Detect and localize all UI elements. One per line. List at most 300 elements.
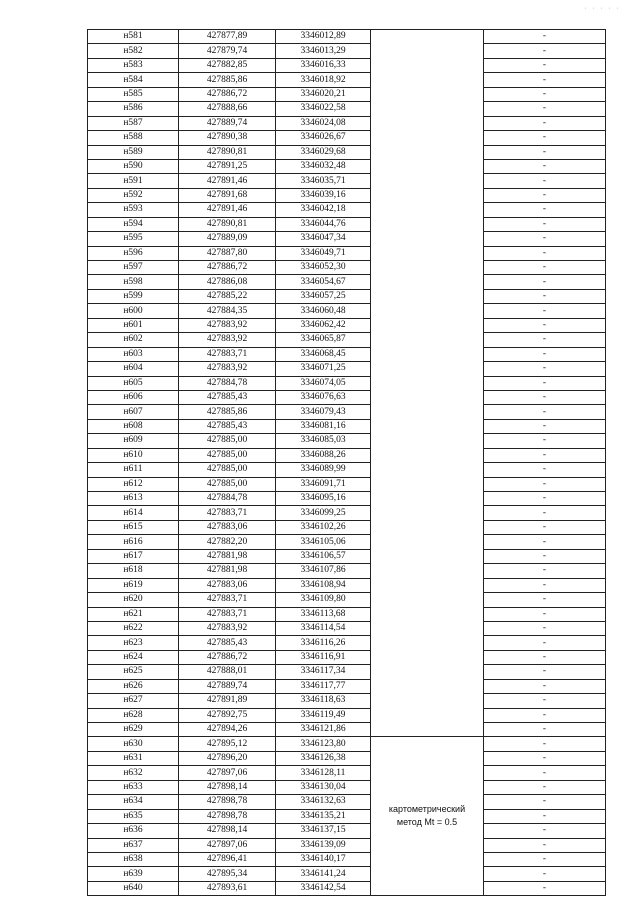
x-coordinate-cell: 427885,00 xyxy=(179,477,276,491)
x-coordinate-cell: 427883,71 xyxy=(179,347,276,361)
x-coordinate-cell: 427885,43 xyxy=(179,419,276,433)
x-coordinate-cell: 427894,26 xyxy=(179,723,276,737)
table-row xyxy=(88,44,606,58)
y-coordinate-cell: 3346116,26 xyxy=(276,636,371,650)
y-coordinate-cell: 3346013,29 xyxy=(276,44,371,58)
y-coordinate-cell: 3346116,91 xyxy=(276,650,371,664)
dash-cell: - xyxy=(484,838,606,852)
dash-cell: - xyxy=(484,30,606,44)
y-coordinate-cell: 3346119,49 xyxy=(276,708,371,722)
x-coordinate-cell: 427888,66 xyxy=(179,102,276,116)
point-id-cell: н619 xyxy=(88,578,179,592)
dash-cell: - xyxy=(484,87,606,101)
point-id-cell: н615 xyxy=(88,520,179,534)
table-row xyxy=(88,564,606,578)
table-row xyxy=(88,578,606,592)
point-id-cell: н587 xyxy=(88,116,179,130)
y-coordinate-cell: 3346132,63 xyxy=(276,795,371,809)
x-coordinate-cell: 427888,01 xyxy=(179,665,276,679)
table-row xyxy=(88,708,606,722)
x-coordinate-cell: 427890,81 xyxy=(179,217,276,231)
dash-cell: - xyxy=(484,448,606,462)
point-id-cell: н606 xyxy=(88,390,179,404)
point-id-cell: н602 xyxy=(88,333,179,347)
dash-cell: - xyxy=(484,809,606,823)
y-coordinate-cell: 3346117,77 xyxy=(276,679,371,693)
x-coordinate-cell: 427891,68 xyxy=(179,188,276,202)
point-id-cell: н623 xyxy=(88,636,179,650)
x-coordinate-cell: 427895,12 xyxy=(179,737,276,751)
dash-cell: - xyxy=(484,376,606,390)
x-coordinate-cell: 427885,43 xyxy=(179,636,276,650)
point-id-cell: н603 xyxy=(88,347,179,361)
y-coordinate-cell: 3346113,68 xyxy=(276,607,371,621)
point-id-cell: н596 xyxy=(88,246,179,260)
x-coordinate-cell: 427877,89 xyxy=(179,30,276,44)
x-coordinate-cell: 427882,20 xyxy=(179,535,276,549)
dash-cell: - xyxy=(484,304,606,318)
table-row xyxy=(88,362,606,376)
x-coordinate-cell: 427886,72 xyxy=(179,87,276,101)
table-row xyxy=(88,102,606,116)
dash-cell: - xyxy=(484,116,606,130)
x-coordinate-cell: 427883,92 xyxy=(179,318,276,332)
dash-cell: - xyxy=(484,44,606,58)
point-id-cell: н601 xyxy=(88,318,179,332)
table-row xyxy=(88,174,606,188)
y-coordinate-cell: 3346022,58 xyxy=(276,102,371,116)
point-id-cell: н612 xyxy=(88,477,179,491)
dash-cell: - xyxy=(484,261,606,275)
point-id-cell: н595 xyxy=(88,232,179,246)
table-row xyxy=(88,838,606,852)
y-coordinate-cell: 3346035,71 xyxy=(276,174,371,188)
y-coordinate-cell: 3346047,34 xyxy=(276,232,371,246)
point-id-cell: н616 xyxy=(88,535,179,549)
point-id-cell: н639 xyxy=(88,867,179,881)
x-coordinate-cell: 427884,35 xyxy=(179,304,276,318)
x-coordinate-cell: 427890,38 xyxy=(179,131,276,145)
table-row xyxy=(88,131,606,145)
table-row xyxy=(88,780,606,794)
y-coordinate-cell: 3346140,17 xyxy=(276,852,371,866)
y-coordinate-cell: 3346095,16 xyxy=(276,492,371,506)
table-row xyxy=(88,751,606,765)
point-id-cell: н584 xyxy=(88,73,179,87)
point-id-cell: н633 xyxy=(88,780,179,794)
point-id-cell: н590 xyxy=(88,159,179,173)
x-coordinate-cell: 427885,22 xyxy=(179,289,276,303)
dash-cell: - xyxy=(484,246,606,260)
point-id-cell: н620 xyxy=(88,593,179,607)
dash-cell: - xyxy=(484,477,606,491)
x-coordinate-cell: 427890,81 xyxy=(179,145,276,159)
point-id-cell: н613 xyxy=(88,492,179,506)
y-coordinate-cell: 3346081,16 xyxy=(276,419,371,433)
point-id-cell: н591 xyxy=(88,174,179,188)
dash-cell: - xyxy=(484,333,606,347)
dash-cell: - xyxy=(484,347,606,361)
point-id-cell: н607 xyxy=(88,405,179,419)
x-coordinate-cell: 427883,92 xyxy=(179,621,276,635)
table-row xyxy=(88,376,606,390)
table-row xyxy=(88,549,606,563)
point-id-cell: н608 xyxy=(88,419,179,433)
x-coordinate-cell: 427883,06 xyxy=(179,578,276,592)
x-coordinate-cell: 427889,74 xyxy=(179,679,276,693)
x-coordinate-cell: 427886,72 xyxy=(179,650,276,664)
dash-cell: - xyxy=(484,636,606,650)
y-coordinate-cell: 3346128,11 xyxy=(276,766,371,780)
point-id-cell: н598 xyxy=(88,275,179,289)
x-coordinate-cell: 427884,78 xyxy=(179,376,276,390)
x-coordinate-cell: 427883,71 xyxy=(179,506,276,520)
y-coordinate-cell: 3346044,76 xyxy=(276,217,371,231)
dash-cell: - xyxy=(484,578,606,592)
point-id-cell: н628 xyxy=(88,708,179,722)
dash-cell: - xyxy=(484,881,606,895)
x-coordinate-cell: 427889,74 xyxy=(179,116,276,130)
dash-cell: - xyxy=(484,723,606,737)
y-coordinate-cell: 3346114,54 xyxy=(276,621,371,635)
x-coordinate-cell: 427879,74 xyxy=(179,44,276,58)
point-id-cell: н624 xyxy=(88,650,179,664)
dash-cell: - xyxy=(484,390,606,404)
x-coordinate-cell: 427893,61 xyxy=(179,881,276,895)
point-id-cell: н621 xyxy=(88,607,179,621)
table-row xyxy=(88,289,606,303)
y-coordinate-cell: 3346012,89 xyxy=(276,30,371,44)
x-coordinate-cell: 427896,41 xyxy=(179,852,276,866)
table-row xyxy=(88,304,606,318)
x-coordinate-cell: 427891,25 xyxy=(179,159,276,173)
table-row xyxy=(88,232,606,246)
point-id-cell: н618 xyxy=(88,564,179,578)
y-coordinate-cell: 3346118,63 xyxy=(276,694,371,708)
y-coordinate-cell: 3346088,26 xyxy=(276,448,371,462)
y-coordinate-cell: 3346018,92 xyxy=(276,73,371,87)
point-id-cell: н600 xyxy=(88,304,179,318)
table-row xyxy=(88,58,606,72)
dash-cell: - xyxy=(484,289,606,303)
dash-cell: - xyxy=(484,564,606,578)
y-coordinate-cell: 3346016,33 xyxy=(276,58,371,72)
table-row xyxy=(88,203,606,217)
point-id-cell: н629 xyxy=(88,723,179,737)
x-coordinate-cell: 427882,85 xyxy=(179,58,276,72)
dash-cell: - xyxy=(484,607,606,621)
x-coordinate-cell: 427885,86 xyxy=(179,73,276,87)
point-id-cell: н609 xyxy=(88,434,179,448)
y-coordinate-cell: 3346076,63 xyxy=(276,390,371,404)
x-coordinate-cell: 427881,98 xyxy=(179,549,276,563)
point-id-cell: н592 xyxy=(88,188,179,202)
table-row xyxy=(88,506,606,520)
table-row xyxy=(88,246,606,260)
dash-cell: - xyxy=(484,203,606,217)
point-id-cell: н599 xyxy=(88,289,179,303)
x-coordinate-cell: 427885,00 xyxy=(179,448,276,462)
y-coordinate-cell: 3346062,42 xyxy=(276,318,371,332)
table-row xyxy=(88,405,606,419)
point-id-cell: н636 xyxy=(88,824,179,838)
dash-cell: - xyxy=(484,145,606,159)
y-coordinate-cell: 3346091,71 xyxy=(276,477,371,491)
x-coordinate-cell: 427898,78 xyxy=(179,809,276,823)
table-row xyxy=(88,593,606,607)
x-coordinate-cell: 427891,46 xyxy=(179,203,276,217)
x-coordinate-cell: 427887,80 xyxy=(179,246,276,260)
table-row xyxy=(88,159,606,173)
table-row xyxy=(88,434,606,448)
table-row xyxy=(88,809,606,823)
point-id-cell: н617 xyxy=(88,549,179,563)
dash-cell: - xyxy=(484,405,606,419)
table-row xyxy=(88,665,606,679)
point-id-cell: н630 xyxy=(88,737,179,751)
table-row xyxy=(88,737,606,751)
y-coordinate-cell: 3346135,21 xyxy=(276,809,371,823)
dash-cell: - xyxy=(484,362,606,376)
table-row xyxy=(88,492,606,506)
point-id-cell: н640 xyxy=(88,881,179,895)
table-row xyxy=(88,607,606,621)
x-coordinate-cell: 427883,71 xyxy=(179,607,276,621)
y-coordinate-cell: 3346121,86 xyxy=(276,723,371,737)
y-coordinate-cell: 3346117,34 xyxy=(276,665,371,679)
x-coordinate-cell: 427889,09 xyxy=(179,232,276,246)
dash-cell: - xyxy=(484,694,606,708)
y-coordinate-cell: 3346054,67 xyxy=(276,275,371,289)
point-id-cell: н611 xyxy=(88,463,179,477)
method-cell-empty xyxy=(371,30,484,737)
point-id-cell: н632 xyxy=(88,766,179,780)
dash-cell: - xyxy=(484,434,606,448)
table-row xyxy=(88,448,606,462)
y-coordinate-cell: 3346060,48 xyxy=(276,304,371,318)
y-coordinate-cell: 3346042,18 xyxy=(276,203,371,217)
method-name: картометрический xyxy=(388,804,466,815)
table-row xyxy=(88,333,606,347)
table-row xyxy=(88,679,606,693)
point-id-cell: н622 xyxy=(88,621,179,635)
dash-cell: - xyxy=(484,275,606,289)
x-coordinate-cell: 427897,06 xyxy=(179,766,276,780)
dash-cell: - xyxy=(484,73,606,87)
x-coordinate-cell: 427885,86 xyxy=(179,405,276,419)
point-id-cell: н593 xyxy=(88,203,179,217)
dash-cell: - xyxy=(484,58,606,72)
table-row xyxy=(88,275,606,289)
table-row xyxy=(88,694,606,708)
dash-cell: - xyxy=(484,174,606,188)
y-coordinate-cell: 3346071,25 xyxy=(276,362,371,376)
table-row xyxy=(88,766,606,780)
point-id-cell: н589 xyxy=(88,145,179,159)
dash-cell: - xyxy=(484,795,606,809)
y-coordinate-cell: 3346079,43 xyxy=(276,405,371,419)
point-id-cell: н586 xyxy=(88,102,179,116)
dash-cell: - xyxy=(484,159,606,173)
dash-cell: - xyxy=(484,621,606,635)
y-coordinate-cell: 3346029,68 xyxy=(276,145,371,159)
dash-cell: - xyxy=(484,318,606,332)
x-coordinate-cell: 427896,20 xyxy=(179,751,276,765)
point-id-cell: н614 xyxy=(88,506,179,520)
table-row xyxy=(88,30,606,44)
x-coordinate-cell: 427883,92 xyxy=(179,362,276,376)
x-coordinate-cell: 427892,75 xyxy=(179,708,276,722)
y-coordinate-cell: 3346123,80 xyxy=(276,737,371,751)
x-coordinate-cell: 427884,78 xyxy=(179,492,276,506)
point-id-cell: н594 xyxy=(88,217,179,231)
dash-cell: - xyxy=(484,102,606,116)
y-coordinate-cell: 3346102,26 xyxy=(276,520,371,534)
dash-cell: - xyxy=(484,852,606,866)
table-row xyxy=(88,520,606,534)
point-id-cell: н588 xyxy=(88,131,179,145)
dash-cell: - xyxy=(484,419,606,433)
table-row xyxy=(88,188,606,202)
table-row xyxy=(88,390,606,404)
x-coordinate-cell: 427886,08 xyxy=(179,275,276,289)
table-row xyxy=(88,535,606,549)
dash-cell: - xyxy=(484,492,606,506)
page-header-mark: · · · · · xyxy=(583,6,620,12)
dash-cell: - xyxy=(484,780,606,794)
y-coordinate-cell: 3346057,25 xyxy=(276,289,371,303)
x-coordinate-cell: 427898,78 xyxy=(179,795,276,809)
point-id-cell: н597 xyxy=(88,261,179,275)
table-row xyxy=(88,463,606,477)
dash-cell: - xyxy=(484,737,606,751)
table-row xyxy=(88,116,606,130)
y-coordinate-cell: 3346049,71 xyxy=(276,246,371,260)
table-row xyxy=(88,881,606,895)
y-coordinate-cell: 3346099,25 xyxy=(276,506,371,520)
method-cell xyxy=(371,737,484,896)
y-coordinate-cell: 3346137,15 xyxy=(276,824,371,838)
table-row xyxy=(88,347,606,361)
table-row xyxy=(88,318,606,332)
x-coordinate-cell: 427883,92 xyxy=(179,333,276,347)
point-id-cell: н626 xyxy=(88,679,179,693)
point-id-cell: н585 xyxy=(88,87,179,101)
method-accuracy: метод Mt = 0.5 xyxy=(396,817,458,828)
point-id-cell: н631 xyxy=(88,751,179,765)
x-coordinate-cell: 427895,34 xyxy=(179,867,276,881)
dash-cell: - xyxy=(484,708,606,722)
dash-cell: - xyxy=(484,188,606,202)
table-row xyxy=(88,867,606,881)
x-coordinate-cell: 427883,71 xyxy=(179,593,276,607)
dash-cell: - xyxy=(484,506,606,520)
dash-cell: - xyxy=(484,232,606,246)
dash-cell: - xyxy=(484,665,606,679)
table-row xyxy=(88,145,606,159)
point-id-cell: н637 xyxy=(88,838,179,852)
y-coordinate-cell: 3346142,54 xyxy=(276,881,371,895)
x-coordinate-cell: 427885,00 xyxy=(179,463,276,477)
y-coordinate-cell: 3346139,09 xyxy=(276,838,371,852)
dash-cell: - xyxy=(484,824,606,838)
y-coordinate-cell: 3346108,94 xyxy=(276,578,371,592)
coordinates-table xyxy=(87,29,606,896)
dash-cell: - xyxy=(484,535,606,549)
table-row xyxy=(88,824,606,838)
x-coordinate-cell: 427897,06 xyxy=(179,838,276,852)
dash-cell: - xyxy=(484,867,606,881)
y-coordinate-cell: 3346065,87 xyxy=(276,333,371,347)
dash-cell: - xyxy=(484,650,606,664)
y-coordinate-cell: 3346052,30 xyxy=(276,261,371,275)
coordinates-table-body xyxy=(88,30,606,896)
table-row xyxy=(88,87,606,101)
dash-cell: - xyxy=(484,217,606,231)
y-coordinate-cell: 3346024,08 xyxy=(276,116,371,130)
dash-cell: - xyxy=(484,751,606,765)
y-coordinate-cell: 3346026,67 xyxy=(276,131,371,145)
y-coordinate-cell: 3346126,38 xyxy=(276,751,371,765)
table-row xyxy=(88,217,606,231)
table-row xyxy=(88,73,606,87)
y-coordinate-cell: 3346105,06 xyxy=(276,535,371,549)
dash-cell: - xyxy=(484,131,606,145)
y-coordinate-cell: 3346089,99 xyxy=(276,463,371,477)
point-id-cell: н581 xyxy=(88,30,179,44)
x-coordinate-cell: 427898,14 xyxy=(179,780,276,794)
table-row xyxy=(88,650,606,664)
y-coordinate-cell: 3346032,48 xyxy=(276,159,371,173)
y-coordinate-cell: 3346106,57 xyxy=(276,549,371,563)
table-row xyxy=(88,621,606,635)
x-coordinate-cell: 427883,06 xyxy=(179,520,276,534)
point-id-cell: н604 xyxy=(88,362,179,376)
x-coordinate-cell: 427886,72 xyxy=(179,261,276,275)
x-coordinate-cell: 427891,46 xyxy=(179,174,276,188)
table-row xyxy=(88,636,606,650)
point-id-cell: н638 xyxy=(88,852,179,866)
x-coordinate-cell: 427885,00 xyxy=(179,434,276,448)
dash-cell: - xyxy=(484,463,606,477)
point-id-cell: н634 xyxy=(88,795,179,809)
y-coordinate-cell: 3346141,24 xyxy=(276,867,371,881)
point-id-cell: н583 xyxy=(88,58,179,72)
table-row xyxy=(88,477,606,491)
point-id-cell: н625 xyxy=(88,665,179,679)
y-coordinate-cell: 3346039,16 xyxy=(276,188,371,202)
point-id-cell: н627 xyxy=(88,694,179,708)
table-row xyxy=(88,419,606,433)
point-id-cell: н582 xyxy=(88,44,179,58)
x-coordinate-cell: 427881,98 xyxy=(179,564,276,578)
table-row xyxy=(88,723,606,737)
y-coordinate-cell: 3346109,80 xyxy=(276,593,371,607)
y-coordinate-cell: 3346068,45 xyxy=(276,347,371,361)
table-row xyxy=(88,795,606,809)
y-coordinate-cell: 3346020,21 xyxy=(276,87,371,101)
table-row xyxy=(88,261,606,275)
x-coordinate-cell: 427891,89 xyxy=(179,694,276,708)
x-coordinate-cell: 427885,43 xyxy=(179,390,276,404)
table-row xyxy=(88,852,606,866)
point-id-cell: н610 xyxy=(88,448,179,462)
y-coordinate-cell: 3346130,04 xyxy=(276,780,371,794)
y-coordinate-cell: 3346085,03 xyxy=(276,434,371,448)
y-coordinate-cell: 3346074,05 xyxy=(276,376,371,390)
dash-cell: - xyxy=(484,679,606,693)
point-id-cell: н605 xyxy=(88,376,179,390)
